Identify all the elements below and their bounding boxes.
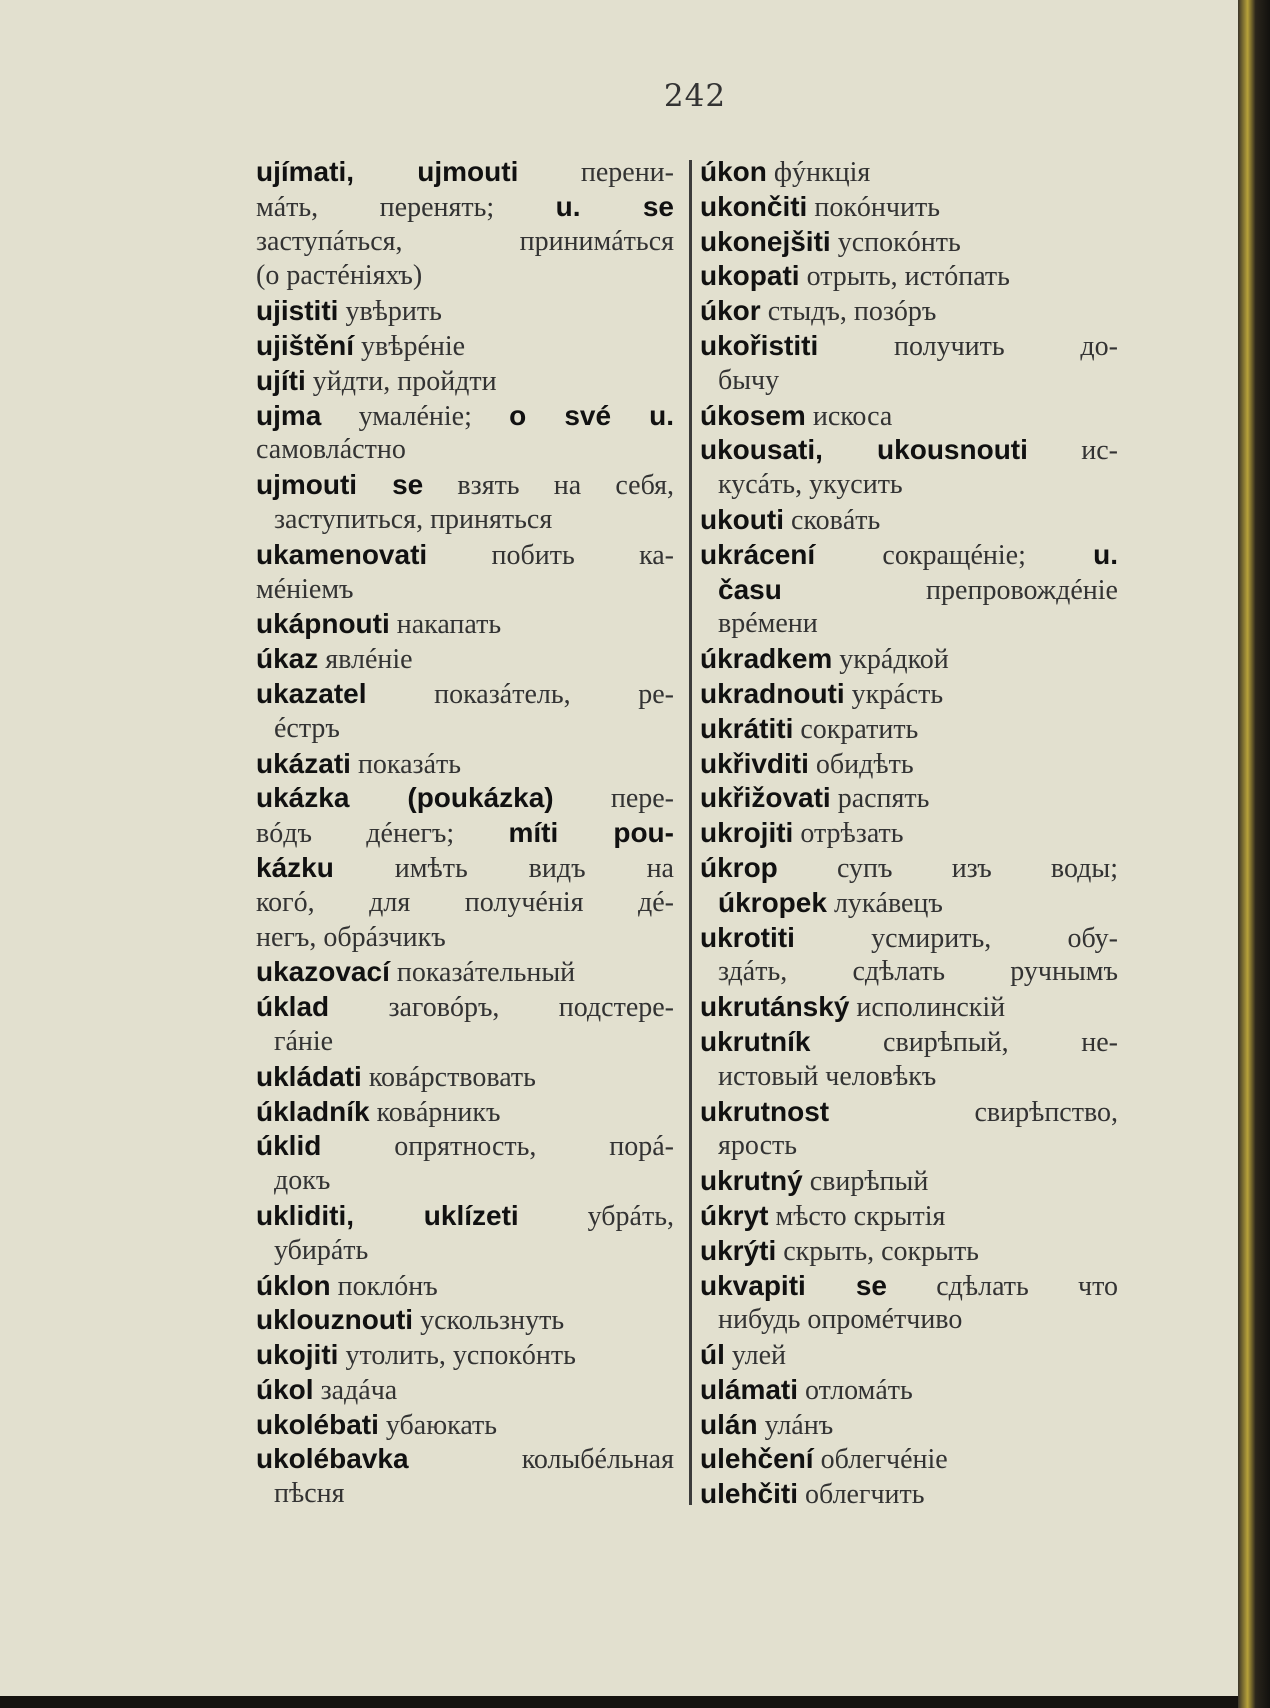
- entry-line: [256, 1477, 674, 1512]
- entry-line: [700, 190, 1118, 225]
- translation: задáча: [313, 1374, 398, 1406]
- headword: ujmouti se: [256, 469, 424, 501]
- translation: свирѣпый: [802, 1166, 929, 1198]
- entry-line: [700, 955, 1118, 990]
- entry-line: [700, 1477, 1118, 1512]
- translation: взять на себя,: [423, 470, 674, 502]
- headword: ukradnouti: [700, 677, 845, 709]
- headword: úklad: [256, 991, 330, 1023]
- translation: обидѣть: [808, 748, 914, 780]
- translation: фýнкція: [766, 157, 871, 188]
- translation: поклóнъ: [330, 1270, 438, 1302]
- translation: накапать: [389, 609, 502, 641]
- translation: мáть, перенять;: [256, 191, 556, 223]
- translation: докъ: [274, 1165, 331, 1197]
- headword: ukázka (poukázka): [256, 782, 554, 814]
- translation: сокращéніе;: [815, 539, 1094, 571]
- headword: uklouznouti: [256, 1304, 414, 1336]
- headword: úkor: [700, 295, 761, 327]
- headword: ukrácení: [700, 538, 816, 570]
- headword: úkrop: [700, 851, 778, 883]
- translation: истовый человѣкъ: [718, 1060, 937, 1092]
- entry-line: [700, 1269, 1118, 1304]
- translation: облегчéніе: [813, 1444, 948, 1476]
- entry-line: [256, 433, 674, 468]
- translation: показáть: [350, 748, 462, 780]
- headword: ujma: [256, 399, 322, 431]
- translation: здáть, сдѣлать ручнымъ: [718, 956, 1118, 988]
- headword: ukrutník: [700, 1025, 811, 1057]
- translation: ис-: [1027, 435, 1118, 467]
- headword: ukamenovati: [256, 538, 428, 570]
- translation: укрáсть: [844, 678, 944, 710]
- translation: усмирить, обу-: [794, 922, 1118, 954]
- headword: ukřivditi: [700, 747, 809, 779]
- entry-line: [256, 538, 674, 573]
- translation: заступáться, принимáться: [256, 225, 674, 257]
- translation: укрáдкой: [832, 644, 949, 676]
- headword: ukonejšiti: [700, 225, 831, 257]
- translation: получить до-: [818, 330, 1118, 362]
- entry-line: [256, 573, 674, 608]
- entry-line: [700, 1234, 1118, 1269]
- entry-line: [256, 1373, 674, 1408]
- headword: úkryt: [700, 1199, 769, 1231]
- entry-line: [700, 294, 1118, 329]
- translation: явлéніе: [318, 644, 413, 676]
- entry-line: [256, 1303, 674, 1338]
- entry-line: [256, 886, 674, 921]
- translation: перени-: [518, 157, 674, 188]
- translation: улей: [724, 1340, 787, 1372]
- entry-line: [700, 329, 1118, 364]
- entry-line: [700, 816, 1118, 851]
- right-column: [700, 155, 1118, 1512]
- book-spine: [1238, 0, 1270, 1708]
- entry-line: [256, 468, 674, 503]
- translation: бычу: [718, 364, 780, 396]
- entry-line: [700, 468, 1118, 503]
- entry-line: [700, 990, 1118, 1025]
- entry-line: [256, 329, 674, 364]
- translation: когó, для получéнія дé-: [256, 886, 674, 918]
- entry-line: [700, 607, 1118, 642]
- translation: убаюкать: [378, 1409, 498, 1441]
- entry-line: [256, 225, 674, 260]
- entry-line: [256, 851, 674, 886]
- translation: отрѣзать: [793, 818, 904, 850]
- entry-line: [700, 364, 1118, 399]
- translation: свирѣпство,: [829, 1096, 1118, 1128]
- translation: препровождéніе: [781, 574, 1118, 606]
- entry-line: [700, 886, 1118, 921]
- headword: ulehčiti: [700, 1478, 799, 1510]
- headword: ukliditi, uklízeti: [256, 1199, 519, 1231]
- entry-line: [700, 677, 1118, 712]
- entry-line: [256, 607, 674, 642]
- headword: ukvapiti se: [700, 1269, 887, 1301]
- entry-line: [256, 990, 674, 1025]
- translation: утолить, успокóнть: [338, 1340, 576, 1372]
- headword: času: [718, 573, 782, 605]
- entry-line: [700, 1164, 1118, 1199]
- entry-line: [256, 781, 674, 816]
- translation: распять: [830, 783, 930, 815]
- translation: лукáвецъ: [826, 887, 943, 919]
- translation: мéніемъ: [256, 573, 354, 605]
- entry-line: [256, 1269, 674, 1304]
- translation: самовлáстно: [256, 434, 406, 466]
- headword: ukrýti: [700, 1234, 777, 1266]
- headword: o své u.: [509, 399, 674, 431]
- entry-line: [256, 1164, 674, 1199]
- entry-line: [256, 364, 674, 399]
- headword: ukrotiti: [700, 921, 795, 953]
- headword: ukolébavka: [256, 1443, 409, 1475]
- entry-line: [256, 1129, 674, 1164]
- entry-line: [256, 955, 674, 990]
- entry-line: [700, 155, 1118, 190]
- translation: сократить: [793, 713, 919, 745]
- headword: u. se: [555, 190, 674, 222]
- headword: ujištění: [256, 329, 355, 361]
- entry-line: [700, 1338, 1118, 1373]
- translation: увѣрить: [338, 296, 442, 328]
- entry-line: [256, 1442, 674, 1477]
- entry-line: [256, 1408, 674, 1443]
- headword: úklon: [256, 1269, 331, 1301]
- entry-line: [700, 712, 1118, 747]
- entry-line: [700, 1303, 1118, 1338]
- headword: u.: [1093, 538, 1118, 570]
- headword: ulámati: [700, 1373, 799, 1405]
- entry-line: [700, 433, 1118, 468]
- entry-line: [256, 1060, 674, 1095]
- entry-line: [700, 1199, 1118, 1234]
- headword: ukořistiti: [700, 329, 819, 361]
- entry-line: [700, 1129, 1118, 1164]
- entry-line: [256, 747, 674, 782]
- headword: úkradkem: [700, 643, 833, 675]
- translation: заговóръ, подстере-: [329, 992, 674, 1024]
- entry-line: [256, 503, 674, 538]
- translation: негъ, обрáзчикъ: [256, 921, 446, 953]
- translation: опрятность, порá-: [321, 1131, 674, 1163]
- translation: увѣрéніе: [354, 330, 466, 362]
- entry-line: [700, 642, 1118, 677]
- translation: пѣсня: [274, 1478, 345, 1510]
- translation: успокóнть: [830, 226, 961, 258]
- page-bottom-edge: [0, 1696, 1238, 1708]
- entry-line: [256, 816, 674, 851]
- translation: заступиться, приняться: [274, 503, 553, 535]
- entry-line: [256, 921, 674, 956]
- translation: врéмени: [718, 608, 818, 640]
- entry-line: [256, 294, 674, 329]
- entry-line: [256, 1095, 674, 1130]
- translation: вóдъ дéнегъ;: [256, 818, 509, 850]
- entry-line: [256, 259, 674, 294]
- translation: кусáть, укусить: [718, 469, 903, 501]
- translation: ярость: [718, 1130, 798, 1162]
- headword: úl: [700, 1339, 725, 1371]
- translation: колыбéльная: [408, 1444, 674, 1476]
- translation: показáтель, ре-: [366, 678, 674, 710]
- entry-line: [700, 573, 1118, 608]
- entry-line: [700, 1025, 1118, 1060]
- translation: убрáть,: [518, 1200, 674, 1232]
- entry-line: [256, 1199, 674, 1234]
- entry-line: [700, 921, 1118, 956]
- translation: сдѣлать что: [886, 1270, 1118, 1302]
- headword: ujistiti: [256, 295, 339, 327]
- translation: уйдти, пройдти: [305, 365, 497, 397]
- translation: мѣсто скрытія: [768, 1200, 946, 1232]
- entry-line: [700, 851, 1118, 886]
- translation: покóнчить: [807, 191, 940, 223]
- translation: ковáрствовать: [361, 1061, 536, 1093]
- entry-line: [700, 259, 1118, 294]
- headword: úklid: [256, 1130, 322, 1162]
- entry-line: [256, 712, 674, 747]
- headword: ukazovací: [256, 956, 390, 988]
- headword: ukrojiti: [700, 817, 794, 849]
- headword: ukápnouti: [256, 608, 390, 640]
- translation: нибудь опромéтчиво: [718, 1304, 963, 1336]
- entry-line: [256, 1234, 674, 1269]
- entry-line: [256, 1338, 674, 1373]
- translation: убирáть: [274, 1234, 369, 1266]
- entry-line: [700, 1095, 1118, 1130]
- headword: úkon: [700, 156, 767, 187]
- translation: искоса: [805, 400, 893, 432]
- translation: свирѣпый, не-: [810, 1026, 1118, 1058]
- translation: стыдъ, позóръ: [760, 296, 937, 328]
- headword: ukončiti: [700, 190, 808, 222]
- translation: скрыть, сокрыть: [776, 1235, 979, 1267]
- entry-line: [700, 781, 1118, 816]
- headword: ukolébati: [256, 1408, 379, 1440]
- translation: ковáрникъ: [369, 1096, 501, 1128]
- entry-line: [700, 538, 1118, 573]
- entry-line: [256, 399, 674, 434]
- translation: имѣть видъ на: [333, 852, 674, 884]
- headword: ukrutný: [700, 1165, 803, 1197]
- entry-line: [256, 155, 674, 190]
- headword: ukřižovati: [700, 782, 831, 814]
- headword: úkropek: [718, 886, 827, 918]
- entry-line: [700, 1060, 1118, 1095]
- headword: úkol: [256, 1373, 314, 1405]
- entry-line: [256, 190, 674, 225]
- entry-line: [700, 1442, 1118, 1477]
- entry-line: [700, 747, 1118, 782]
- translation: отрыть, истóпать: [799, 261, 1010, 293]
- headword: ukrutánský: [700, 991, 850, 1023]
- translation: показáтельный: [389, 957, 576, 989]
- headword: ukrutnost: [700, 1095, 830, 1127]
- headword: ukládati: [256, 1060, 362, 1092]
- column-divider: [689, 160, 692, 1505]
- entry-line: [256, 677, 674, 712]
- entry-line: [700, 1408, 1118, 1443]
- translation: супъ изъ воды;: [777, 852, 1118, 884]
- translation: побить ка-: [427, 539, 674, 571]
- headword: ukojiti: [256, 1339, 339, 1371]
- translation: умалéніе;: [321, 400, 510, 432]
- translation: (о растéніяхъ): [256, 260, 423, 292]
- headword: míti pou-: [508, 817, 674, 849]
- entry-line: [700, 1373, 1118, 1408]
- headword: ujímati, ujmouti: [256, 156, 519, 187]
- translation: облегчить: [798, 1479, 925, 1511]
- left-column: [256, 155, 674, 1512]
- headword: ukousati, ukousnouti: [700, 434, 1028, 466]
- headword: ukazatel: [256, 677, 367, 709]
- entry-line: [256, 1025, 674, 1060]
- entry-line: [700, 225, 1118, 260]
- entry-line: [700, 399, 1118, 434]
- headword: úkaz: [256, 643, 319, 675]
- translation: исполинскій: [849, 992, 1006, 1024]
- headword: ukázati: [256, 747, 351, 779]
- headword: úkladník: [256, 1095, 370, 1127]
- translation: ускользнуть: [413, 1305, 565, 1337]
- entry-line: [256, 642, 674, 677]
- translation: пере-: [553, 783, 674, 815]
- headword: kázku: [256, 851, 334, 883]
- headword: ujíti: [256, 364, 306, 396]
- headword: ulán: [700, 1408, 758, 1440]
- translation: éстръ: [274, 712, 340, 744]
- translation: гáніе: [274, 1025, 334, 1057]
- translation: улáнъ: [757, 1409, 834, 1441]
- headword: ulehčení: [700, 1443, 814, 1475]
- headword: ukouti: [700, 503, 784, 535]
- translation: сковáть: [784, 504, 881, 536]
- headword: ukrátiti: [700, 712, 794, 744]
- headword: úkosem: [700, 399, 806, 431]
- translation: отломáть: [798, 1374, 913, 1406]
- headword: ukopati: [700, 260, 800, 292]
- entry-line: [700, 503, 1118, 538]
- page-number: 242: [663, 78, 727, 114]
